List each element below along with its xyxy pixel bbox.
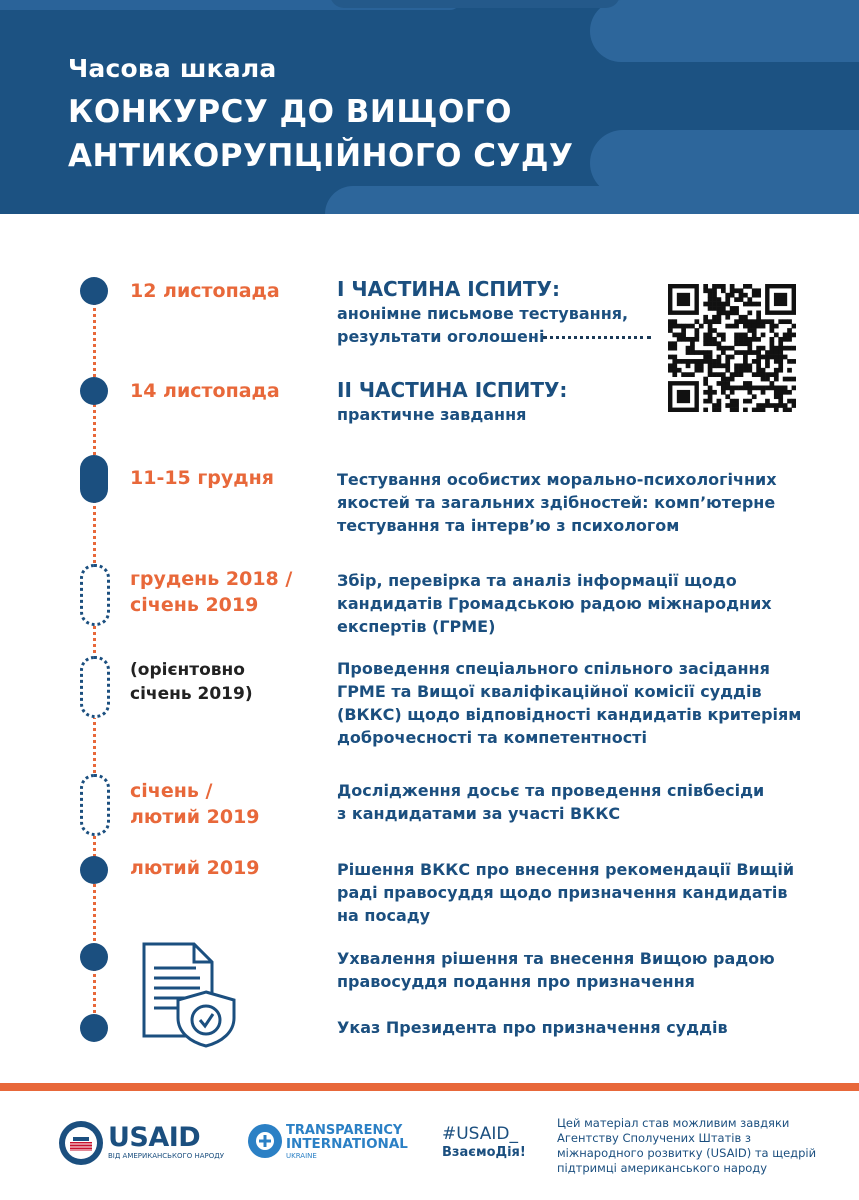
timeline-node-tentative	[80, 564, 110, 626]
qr-leader-line	[543, 336, 651, 339]
disclaimer-line: підтримці американського народу	[557, 1161, 768, 1175]
event-description	[337, 779, 807, 825]
desc-line: (ВККС) щодо відповідності кандидатів критеріям	[337, 705, 802, 724]
date-label: 12 листопада	[130, 280, 280, 302]
qr-code-graphic	[668, 284, 796, 412]
header-subtitle: Часова шкала	[68, 54, 277, 83]
disclaimer-line: Цей матеріал став можливим завдяки	[557, 1116, 790, 1130]
desc-line: доброчесності та компетентності	[337, 728, 647, 747]
date-line: січень 2019	[130, 594, 259, 616]
desc-line: ГРМЕ та Вищої кваліфікаційної комісії суддів	[337, 682, 762, 701]
title-line-2: АНТИКОРУПЦІЙНОГО СУДУ	[68, 138, 574, 174]
desc-line: раді правосуддя щодо призначення кандидатів	[337, 883, 788, 902]
disclaimer-text	[557, 1116, 817, 1176]
usaid-logo-text: USAID	[108, 1122, 201, 1153]
desc-line: практичне завдання	[337, 405, 527, 424]
footer-divider	[0, 1083, 859, 1091]
desc-line: Тестування особистих морально-психологічних	[337, 470, 777, 489]
desc-line: Проведення спеціального спільного засідання	[337, 659, 770, 678]
event-heading: I ЧАСТИНА ІСПИТУ:	[337, 277, 560, 301]
desc-line: Рішення ВККС про внесення рекомендації Вищій	[337, 860, 795, 879]
date-line: лютий 2019	[130, 806, 260, 828]
date-label: 11-15 грудня	[130, 467, 274, 489]
date-label: лютий 2019	[130, 857, 260, 879]
page-title	[68, 90, 573, 178]
event-description	[337, 569, 807, 638]
desc-line: результати оголошені	[337, 327, 545, 346]
ti-logo-line3: UKRAINE	[286, 1152, 317, 1160]
hashtag: #USAID_	[442, 1124, 519, 1144]
desc-line: правосуддя подання про призначення	[337, 972, 695, 991]
date-label	[130, 778, 260, 830]
event-heading: II ЧАСТИНА ІСПИТУ:	[337, 378, 568, 402]
timeline-node-tentative	[80, 656, 110, 718]
desc-line: Указ Президента про призначення суддів	[337, 1018, 728, 1037]
transparency-international-icon	[246, 1122, 284, 1160]
desc-line: Дослідження досьє та проведення співбесіди	[337, 781, 765, 800]
timeline-node	[80, 455, 108, 503]
desc-line: на посаду	[337, 906, 431, 925]
ti-logo-line1: TRANSPARENCY	[286, 1123, 403, 1138]
desc-line: Ухвалення рішення та внесення Вищою радою	[337, 949, 775, 968]
date-line: січень /	[130, 780, 213, 802]
document-shield-icon	[138, 940, 240, 1048]
qr-code[interactable]	[668, 284, 796, 412]
date-label: 14 листопада	[130, 380, 280, 402]
decor-pill	[590, 0, 859, 62]
event-description	[337, 947, 807, 993]
timeline-node	[80, 277, 108, 305]
decor-pill	[325, 186, 859, 214]
disclaimer-line: Агентству Сполучених Штатів з	[557, 1131, 752, 1145]
date-line: січень 2019)	[130, 684, 253, 704]
event-description	[337, 858, 807, 927]
date-line: (орієнтовно	[130, 660, 245, 680]
timeline-node-tentative	[80, 774, 110, 836]
timeline-node	[80, 377, 108, 405]
desc-line: з кандидатами за участі ВККС	[337, 804, 621, 823]
date-label	[130, 566, 292, 618]
desc-line: кандидатів Громадською радою міжнародних	[337, 594, 772, 613]
desc-line: Збір, перевірка та аналіз інформації щодо	[337, 571, 737, 590]
usaid-seal-icon	[58, 1120, 104, 1166]
event-description	[337, 468, 807, 537]
event-description	[337, 1016, 807, 1039]
ti-logo-line2: INTERNATIONAL	[286, 1136, 408, 1152]
title-line-1: КОНКУРСУ ДО ВИЩОГО	[68, 94, 512, 130]
desc-line: анонімне письмове тестування,	[337, 304, 629, 323]
header-banner	[0, 0, 859, 214]
date-label	[130, 658, 253, 706]
decor-pill	[330, 0, 620, 8]
hashtag-subtitle: ВзаємоДія!	[442, 1145, 526, 1160]
timeline-node	[80, 943, 108, 971]
timeline-node	[80, 1014, 108, 1042]
disclaimer-line: міжнародного розвитку (USAID) та щедрій	[557, 1146, 817, 1160]
event-description	[337, 657, 807, 749]
usaid-subtitle: ВІД АМЕРИКАНСЬКОГО НАРОДУ	[108, 1152, 224, 1160]
timeline-node	[80, 856, 108, 884]
date-line: грудень 2018 /	[130, 568, 293, 590]
desc-line: якостей та загальних здібностей: комп’ютерне	[337, 493, 776, 512]
desc-line: тестування та інтерв’ю з психологом	[337, 516, 680, 535]
desc-line: експертів (ГРМЕ)	[337, 617, 496, 636]
